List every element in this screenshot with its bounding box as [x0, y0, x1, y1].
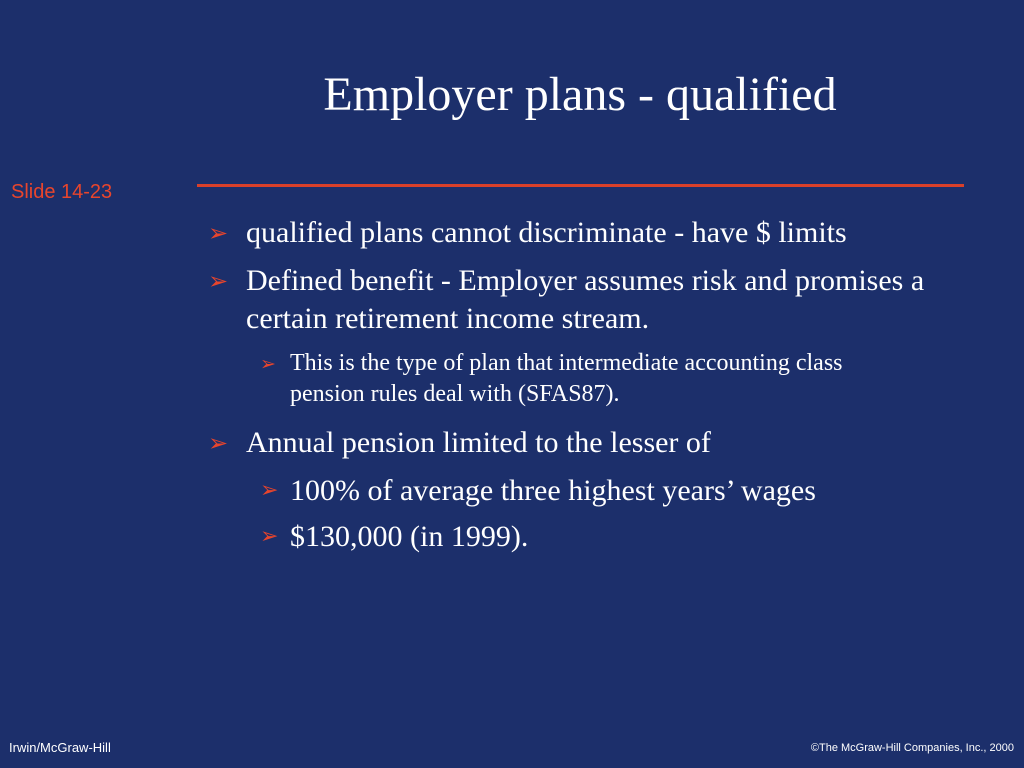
sub-bullet-text: $130,000 (in 1999).	[290, 520, 529, 553]
bullet-item	[208, 262, 946, 338]
arrow-bullet-icon: ➢	[208, 429, 229, 457]
arrow-bullet-icon: ➢	[208, 267, 229, 295]
sub-bullet-item	[260, 518, 970, 556]
arrow-bullet-icon: ➢	[208, 219, 229, 247]
bullet-text: Defined benefit - Employer assumes risk and promises a certain retirement income stream.	[246, 264, 925, 335]
slide-number: Slide 14-23	[11, 181, 113, 203]
title-divider	[197, 184, 964, 187]
bullet-item	[208, 424, 946, 462]
bullet-text: Annual pension limited to the lesser of	[246, 426, 711, 459]
arrow-bullet-icon: ➢	[260, 524, 279, 549]
sub-bullet-text: This is the type of plan that intermediate accounting class pension rules deal with (SFAS87).	[290, 350, 843, 407]
sub-bullet-text: 100% of average three highest years’ wages	[290, 474, 816, 507]
bullet-text: qualified plans cannot discriminate - have $ limits	[246, 216, 847, 249]
bullet-list	[208, 214, 968, 564]
footer-publisher: Irwin/McGraw-Hill	[9, 740, 111, 755]
arrow-bullet-icon: ➢	[260, 353, 276, 375]
slide-title: Employer plans - qualified	[323, 68, 837, 121]
sub-bullet-item	[260, 472, 970, 510]
arrow-bullet-icon: ➢	[260, 478, 279, 503]
sub-bullet-item	[260, 348, 910, 410]
bullet-item	[208, 214, 946, 252]
footer-copyright: ©The McGraw-Hill Companies, Inc., 2000	[810, 742, 1014, 754]
